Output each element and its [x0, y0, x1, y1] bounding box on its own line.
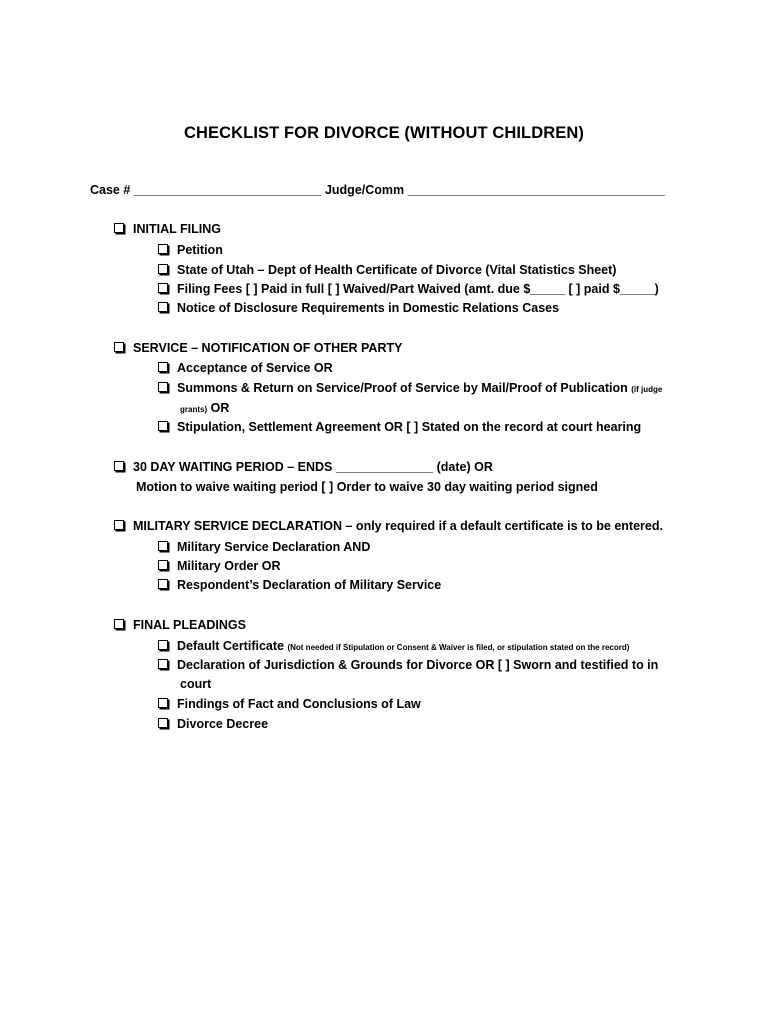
item-label: State of Utah – Dept of Health Certificate of Divorce (Vital Statistics Sheet) [177, 263, 617, 277]
item-label: OR [210, 401, 230, 415]
checkbox-icon[interactable] [158, 362, 168, 372]
checkbox-icon[interactable] [158, 659, 168, 669]
section-military [114, 518, 663, 534]
section-waiting-period [114, 459, 493, 475]
item-label: Petition [177, 243, 223, 257]
list-item [158, 716, 268, 732]
item-label: Military Service Declaration AND [177, 540, 371, 554]
section-heading: SERVICE – NOTIFICATION OF OTHER PARTY [133, 341, 403, 355]
section-heading: 30 DAY WAITING PERIOD – ENDS ______________ (date) OR [133, 460, 493, 474]
checkbox-icon[interactable] [114, 342, 124, 352]
item-label: Default Certificate [177, 639, 284, 653]
list-item [158, 380, 662, 398]
checkbox-icon[interactable] [158, 264, 168, 274]
item-label: Filing Fees [ ] Paid in full [ ] Waived/Part Waived (amt. due $_____ [ ] paid $_____) [177, 282, 659, 296]
item-note: grants) [180, 405, 208, 414]
checkbox-icon[interactable] [114, 461, 124, 471]
item-label: Summons & Return on Service/Proof of Service by Mail/Proof of Publication [177, 381, 628, 395]
list-item [158, 558, 281, 574]
list-item [158, 638, 629, 656]
checkbox-icon[interactable] [158, 382, 168, 392]
list-item [158, 419, 641, 435]
list-item [158, 242, 223, 258]
checkbox-icon[interactable] [158, 541, 168, 551]
list-item [158, 360, 333, 376]
list-item [158, 281, 659, 297]
item-label: Stipulation, Settlement Agreement OR [ ] Stated on the record at court hearing [177, 420, 642, 434]
waiting-period-motion: Motion to waive waiting period [ ] Order to waive 30 day waiting period signed [136, 480, 598, 494]
checkbox-icon[interactable] [158, 640, 168, 650]
checkbox-icon[interactable] [158, 698, 168, 708]
list-item [158, 696, 421, 712]
checkbox-icon[interactable] [158, 421, 168, 431]
section-heading: MILITARY SERVICE DECLARATION – only required if a default certificate is to be entered. [133, 519, 663, 533]
checkbox-icon[interactable] [114, 619, 124, 629]
section-initial-filing [114, 221, 221, 237]
section-final-pleadings [114, 617, 246, 633]
checkbox-icon[interactable] [158, 560, 168, 570]
list-item-continuation [180, 400, 229, 418]
item-note: (if judge [631, 385, 663, 394]
section-heading: FINAL PLEADINGS [133, 618, 246, 632]
checkbox-icon[interactable] [158, 244, 168, 254]
checkbox-icon[interactable] [158, 579, 168, 589]
item-note: (Not needed if Stipulation or Consent & Waiver is filed, or stipulation stated on the record) [287, 643, 630, 652]
item-label: Acceptance of Service OR [177, 361, 333, 375]
item-label: Respondent’s Declaration of Military Service [177, 578, 442, 592]
checkbox-icon[interactable] [158, 283, 168, 293]
item-label: Military Order OR [177, 559, 281, 573]
checkbox-icon[interactable] [114, 223, 124, 233]
list-item [158, 577, 441, 593]
item-label: Findings of Fact and Conclusions of Law [177, 697, 421, 711]
list-item [158, 300, 559, 316]
item-label: Notice of Disclosure Requirements in Domestic Relations Cases [177, 301, 560, 315]
section-service [114, 340, 402, 356]
section-heading: INITIAL FILING [133, 222, 221, 236]
checkbox-icon[interactable] [158, 718, 168, 728]
page-title: CHECKLIST FOR DIVORCE (WITHOUT CHILDREN) [184, 124, 584, 142]
checkbox-icon[interactable] [158, 302, 168, 312]
case-judge-line: Case # ___________________________ Judge/Comm _____________________________________ [90, 183, 665, 197]
item-label: Declaration of Jurisdiction & Grounds for Divorce OR [ ] Sworn and testified to in [177, 658, 659, 672]
list-item [158, 539, 370, 555]
item-label: Divorce Decree [177, 717, 269, 731]
list-item [158, 657, 658, 673]
list-item [158, 262, 616, 278]
list-item-continuation: court [180, 677, 212, 691]
checkbox-icon[interactable] [114, 520, 124, 530]
